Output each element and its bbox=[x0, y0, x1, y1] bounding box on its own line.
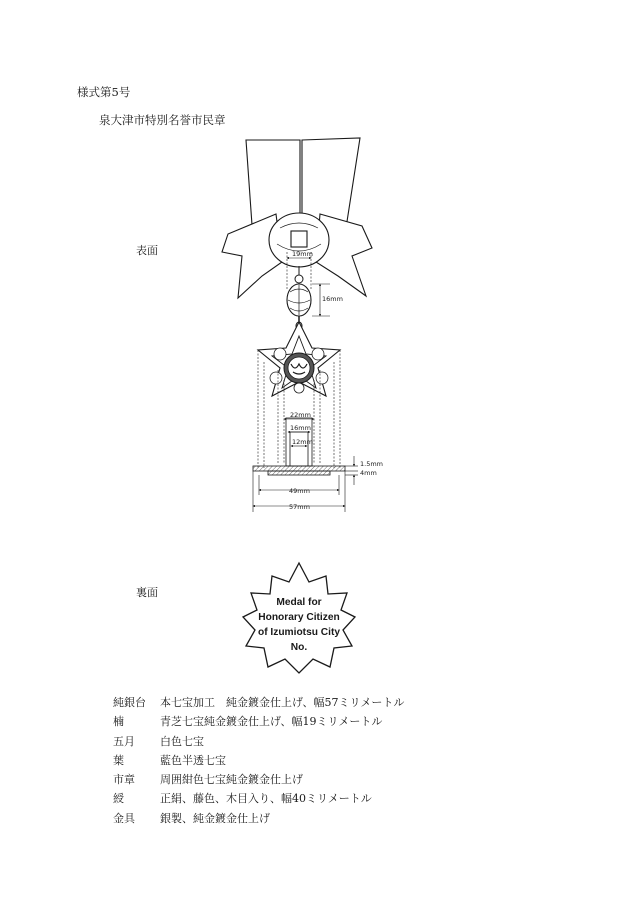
spec-row bbox=[113, 751, 404, 770]
dim-label-57: 57mm bbox=[289, 503, 310, 511]
dim-label-thickness-2: 4mm bbox=[360, 469, 377, 477]
spec-part: 楠 bbox=[113, 715, 124, 729]
medal-front bbox=[258, 322, 340, 396]
spec-list bbox=[113, 693, 404, 828]
spec-part: 純銀台 bbox=[113, 696, 146, 709]
spec-row bbox=[113, 770, 404, 789]
spec-row bbox=[113, 732, 404, 751]
document-title: 泉大津市特別名誉市民章 bbox=[99, 113, 226, 127]
form-number: 様式第5号 bbox=[77, 85, 131, 99]
back-line-4: No. bbox=[290, 642, 308, 653]
spec-part: 綬 bbox=[113, 792, 124, 806]
spec-part: 五月 bbox=[113, 734, 135, 748]
spec-row bbox=[113, 693, 404, 712]
spec-row bbox=[113, 809, 404, 828]
back-view-label: 裏面 bbox=[136, 586, 158, 599]
spec-part: 金具 bbox=[113, 811, 135, 825]
ribbon-center-knot bbox=[291, 231, 307, 247]
dim-label-49: 49mm bbox=[289, 487, 310, 495]
bead-assembly bbox=[287, 266, 311, 330]
ribbon bbox=[222, 138, 372, 298]
spec-desc: 白色七宝 bbox=[160, 734, 204, 748]
dim-label-bead-height: 16mm bbox=[322, 295, 343, 303]
spec-desc: 本七宝加工 純金鍍金仕上げ、幅57ミリメートル bbox=[160, 696, 405, 709]
spec-part: 葉 bbox=[113, 753, 124, 767]
spec-desc: 周囲紺色七宝純金鍍金仕上げ bbox=[160, 773, 303, 787]
spec-desc: 正絹、藤色、木目入り、幅40ミリメートル bbox=[160, 792, 372, 806]
dim-label-22: 22mm bbox=[290, 411, 311, 419]
spec-desc: 銀製、純金鍍金仕上げ bbox=[160, 811, 270, 825]
back-line-1: Medal for bbox=[276, 597, 322, 608]
spec-part: 市章 bbox=[113, 773, 135, 787]
dim-label-16: 16mm bbox=[290, 424, 311, 432]
spec-row bbox=[113, 789, 404, 808]
back-line-3: of Izumiotsu City bbox=[257, 627, 341, 638]
medal-back bbox=[243, 563, 355, 673]
dim-label-12: 12mm bbox=[292, 438, 313, 446]
back-line-2: Honorary Citizen bbox=[258, 612, 340, 623]
dim-label-thickness-1: 1.5mm bbox=[360, 460, 384, 468]
front-view-label: 表面 bbox=[136, 244, 158, 257]
spec-desc: 藍色半透七宝 bbox=[160, 753, 226, 767]
spec-desc: 青芝七宝純金鍍金仕上げ、幅19ミリメートル bbox=[160, 715, 383, 729]
spec-row bbox=[113, 712, 404, 731]
dim-label-bead-width: 19mm bbox=[292, 250, 313, 258]
